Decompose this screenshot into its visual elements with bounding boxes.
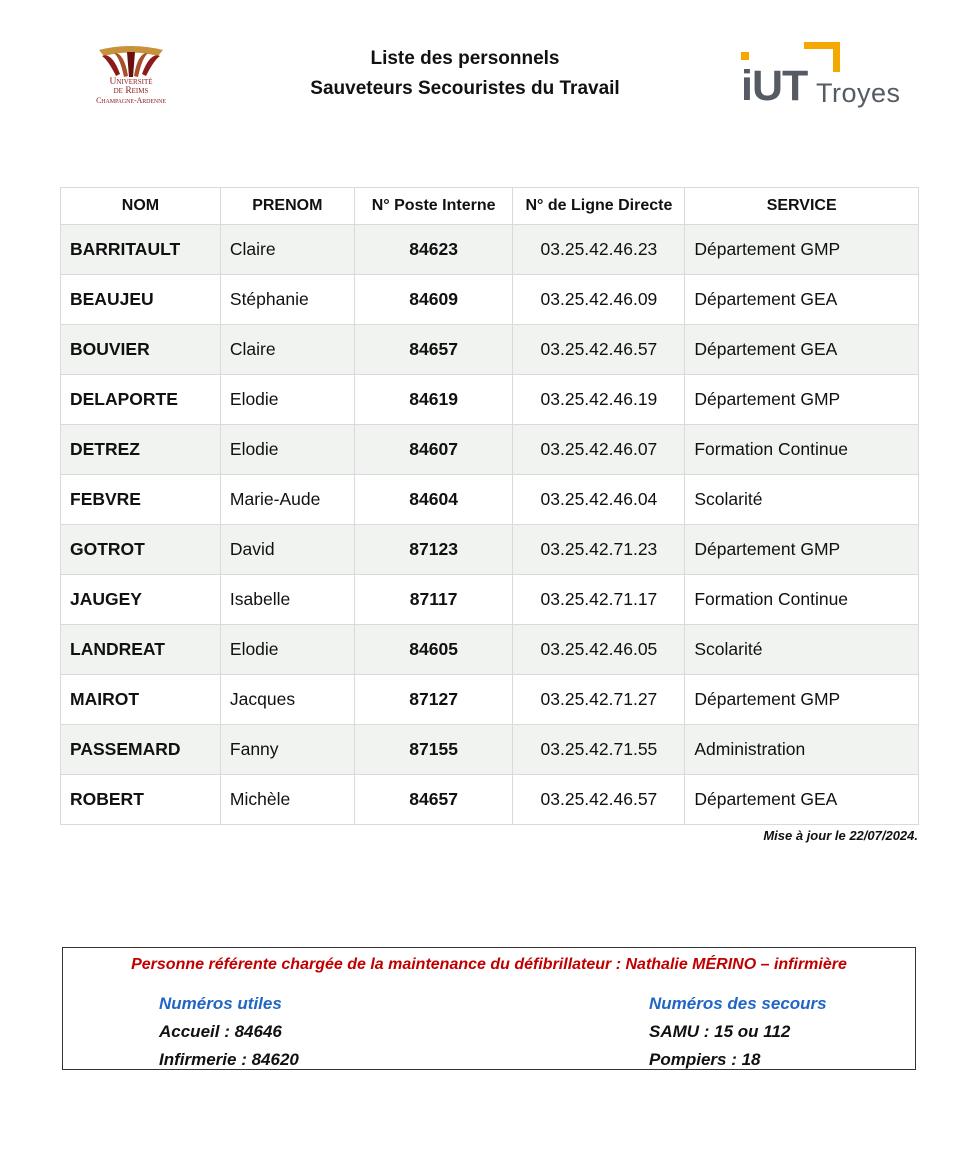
- cell-poste: 87117: [354, 575, 513, 625]
- cell-nom: ROBERT: [61, 775, 221, 825]
- cell-service: Administration: [685, 725, 919, 775]
- table-row: [61, 525, 919, 575]
- cell-poste: 84604: [354, 475, 513, 525]
- useful-numbers: [159, 990, 299, 1074]
- iut-city-text: Troyes: [816, 78, 901, 108]
- cell-ligne: 03.25.42.71.27: [513, 675, 685, 725]
- cell-prenom: Marie-Aude: [220, 475, 354, 525]
- cell-prenom: Michèle: [220, 775, 354, 825]
- logo-text-line1: Université: [109, 77, 153, 87]
- table-header-row: [61, 188, 919, 225]
- infirmary-number: Infirmerie : 84620: [159, 1050, 299, 1069]
- cell-service: Département GEA: [685, 775, 919, 825]
- table-row: [61, 625, 919, 675]
- staff-table: [60, 187, 919, 825]
- cell-service: Département GMP: [685, 375, 919, 425]
- page-subtitle: Sauveteurs Secouristes du Travail: [310, 78, 620, 99]
- cell-nom: GOTROT: [61, 525, 221, 575]
- cell-prenom: Isabelle: [220, 575, 354, 625]
- emergency-numbers: [649, 990, 827, 1074]
- cell-poste: 87155: [354, 725, 513, 775]
- col-header-prenom: PRENOM: [220, 188, 354, 225]
- cell-prenom: Elodie: [220, 425, 354, 475]
- cell-poste: 84619: [354, 375, 513, 425]
- table-row: [61, 225, 919, 275]
- reception-number: Accueil : 84646: [159, 1022, 282, 1041]
- cell-ligne: 03.25.42.71.23: [513, 525, 685, 575]
- info-box: [62, 947, 916, 1070]
- cell-service: Formation Continue: [685, 575, 919, 625]
- cell-ligne: 03.25.42.71.55: [513, 725, 685, 775]
- cell-prenom: Elodie: [220, 375, 354, 425]
- firefighters-number: Pompiers : 18: [649, 1050, 761, 1069]
- cell-ligne: 03.25.42.46.57: [513, 775, 685, 825]
- cell-poste: 84657: [354, 775, 513, 825]
- iut-logo: [738, 40, 924, 116]
- university-emblem-icon: [72, 44, 190, 80]
- cell-prenom: Stéphanie: [220, 275, 354, 325]
- cell-nom: BOUVIER: [61, 325, 221, 375]
- iut-brand-text: iUT: [741, 62, 808, 110]
- cell-nom: JAUGEY: [61, 575, 221, 625]
- cell-ligne: 03.25.42.46.04: [513, 475, 685, 525]
- cell-nom: DETREZ: [61, 425, 221, 475]
- cell-service: Département GEA: [685, 275, 919, 325]
- cell-ligne: 03.25.42.71.17: [513, 575, 685, 625]
- logo-text-line2: de Reims: [113, 86, 149, 96]
- table-row: [61, 375, 919, 425]
- cell-poste: 87123: [354, 525, 513, 575]
- cell-ligne: 03.25.42.46.09: [513, 275, 685, 325]
- col-header-ligne: N° de Ligne Directe: [513, 188, 685, 225]
- cell-ligne: 03.25.42.46.57: [513, 325, 685, 375]
- cell-poste: 87127: [354, 675, 513, 725]
- cell-poste: 84623: [354, 225, 513, 275]
- cell-prenom: Elodie: [220, 625, 354, 675]
- cell-poste: 84657: [354, 325, 513, 375]
- col-header-nom: NOM: [61, 188, 221, 225]
- cell-service: Formation Continue: [685, 425, 919, 475]
- update-note: Mise à jour le 22/07/2024.: [763, 828, 918, 843]
- col-header-service: SERVICE: [685, 188, 919, 225]
- cell-service: Scolarité: [685, 475, 919, 525]
- cell-service: Scolarité: [685, 625, 919, 675]
- table-row: [61, 575, 919, 625]
- cell-ligne: 03.25.42.46.23: [513, 225, 685, 275]
- table-row: [61, 475, 919, 525]
- samu-number: SAMU : 15 ou 112: [649, 1022, 791, 1041]
- cell-nom: MAIROT: [61, 675, 221, 725]
- col-header-poste: N° Poste Interne: [354, 188, 513, 225]
- table-row: [61, 275, 919, 325]
- table-row: [61, 675, 919, 725]
- cell-poste: 84609: [354, 275, 513, 325]
- cell-nom: BARRITAULT: [61, 225, 221, 275]
- emergency-numbers-heading: Numéros des secours: [649, 994, 827, 1013]
- cell-service: Département GMP: [685, 525, 919, 575]
- cell-ligne: 03.25.42.46.07: [513, 425, 685, 475]
- table-row: [61, 725, 919, 775]
- cell-poste: 84605: [354, 625, 513, 675]
- defibrillator-referent: Personne référente chargée de la maintenance du défibrillateur : Nathalie MÉRINO – infirmière: [131, 956, 847, 973]
- logo-text-line3: Champagne-Ardenne: [96, 96, 166, 105]
- cell-prenom: Jacques: [220, 675, 354, 725]
- cell-ligne: 03.25.42.46.05: [513, 625, 685, 675]
- table-row: [61, 425, 919, 475]
- cell-nom: DELAPORTE: [61, 375, 221, 425]
- table-row: [61, 775, 919, 825]
- cell-nom: PASSEMARD: [61, 725, 221, 775]
- cell-prenom: David: [220, 525, 354, 575]
- cell-prenom: Fanny: [220, 725, 354, 775]
- cell-prenom: Claire: [220, 225, 354, 275]
- cell-poste: 84607: [354, 425, 513, 475]
- page-title: Liste des personnels: [370, 48, 560, 69]
- cell-service: Département GMP: [685, 225, 919, 275]
- cell-service: Département GMP: [685, 675, 919, 725]
- table-row: [61, 325, 919, 375]
- useful-numbers-heading: Numéros utiles: [159, 994, 282, 1013]
- cell-service: Département GEA: [685, 325, 919, 375]
- cell-nom: LANDREAT: [61, 625, 221, 675]
- cell-prenom: Claire: [220, 325, 354, 375]
- cell-nom: BEAUJEU: [61, 275, 221, 325]
- cell-nom: FEBVRE: [61, 475, 221, 525]
- university-logo: [72, 44, 190, 116]
- cell-ligne: 03.25.42.46.19: [513, 375, 685, 425]
